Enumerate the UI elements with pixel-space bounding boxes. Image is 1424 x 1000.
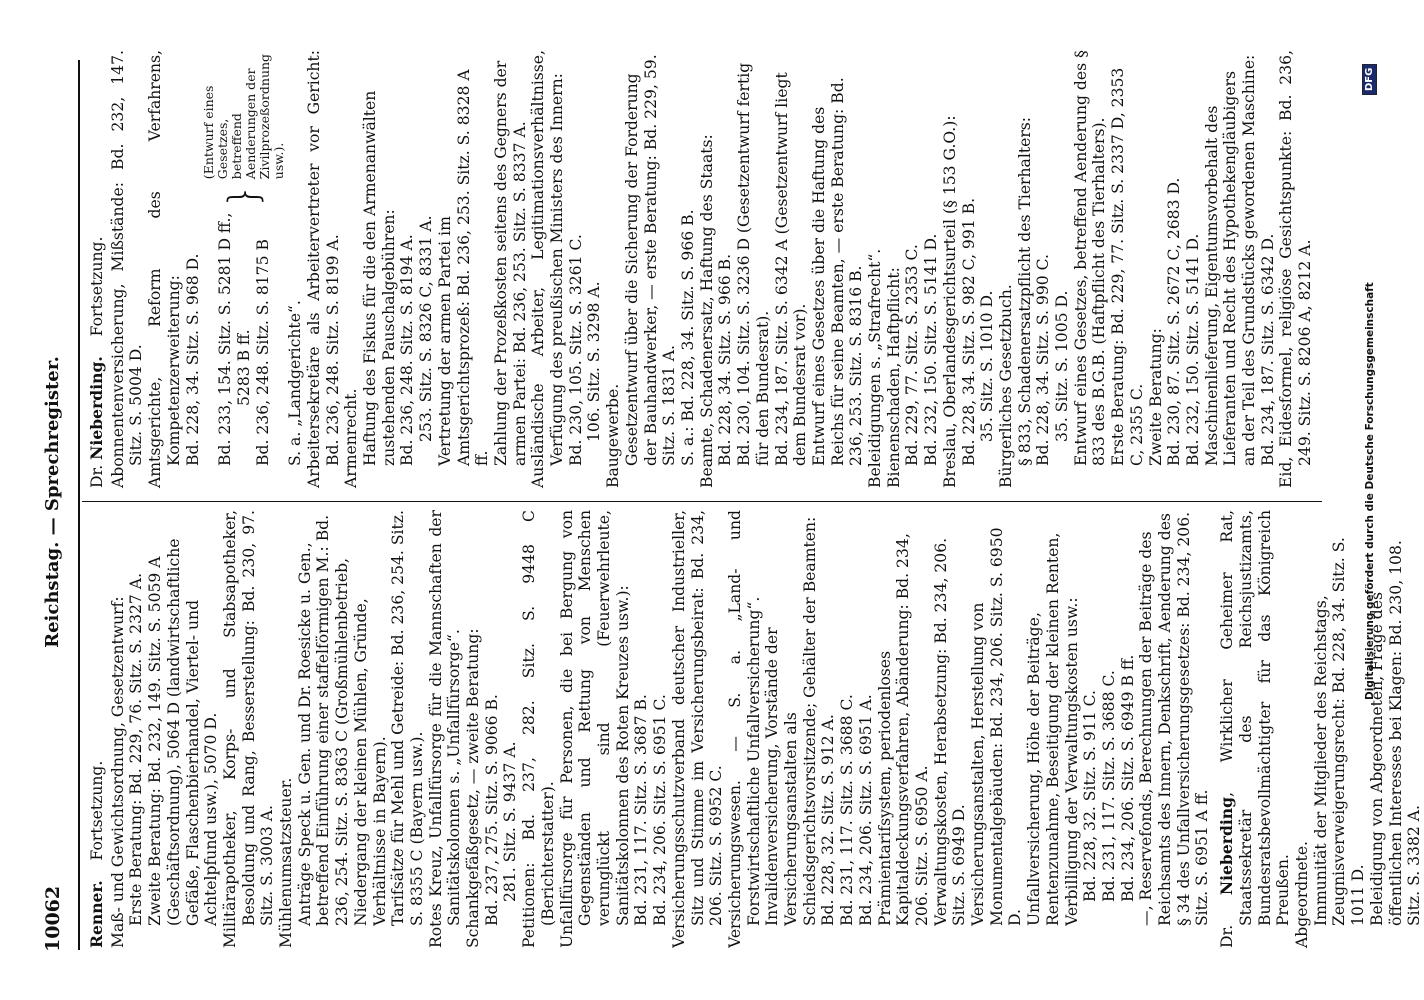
index-subentry: Bd. 230, 87. Sitz. S. 2672 C, 2683 D. xyxy=(1165,177,1184,466)
column-divider xyxy=(82,501,1322,502)
header-rule xyxy=(78,60,80,950)
index-entry: Versicherungsschutzverband deutscher Industrieller, Sitz und Stimme im Versicherungsbeirat: Bd. 234, 206. Sitz. S. 6952 C. xyxy=(669,510,726,948)
page-title: Reichstag. — Sprechregister. xyxy=(42,356,63,648)
brace-glyph: } xyxy=(221,183,268,209)
index-subentry: Bd. 228, 32. Sitz. S. 911 C. xyxy=(1081,690,1100,902)
index-entry: Unfallfürsorge für Personen, die bei Bergung von Gegenständen und Rettung von Menschen verunglückt sind (Feuerwehrleute, Sanitätskolonnen des Roten Kreuzes usw.): xyxy=(557,510,632,948)
right-column xyxy=(88,50,1315,488)
credit-text-rot xyxy=(1356,0,1386,1000)
continuation-label: Fortsetzung. xyxy=(88,236,106,337)
index-subentry: Invalidenversicherung, Vorstände der Versicherungsanstalten als Schiedsgerichtsvorsitzende; Gehälter der Beamten: xyxy=(763,516,819,926)
index-subentry: Beleidigung von Abgeordneten, Frage des öffentlichen Interesses bei Klagen: Bd. 230, 108. Sitz. S. 3382 A. xyxy=(1367,540,1424,926)
index-subentry: Bd. 230, 105. Sitz. S. 3261 C. xyxy=(566,234,585,466)
index-entry: Bienenschaden, Haftpflicht: xyxy=(884,267,903,488)
index-subentry: Bd. 232, 150. Sitz. S. 5141 D. xyxy=(1183,233,1202,466)
index-subentry: S. a.: Bd. 228, 34. Sitz. S. 966 B. xyxy=(678,209,697,466)
brace-group xyxy=(202,50,286,488)
index-entry: Versicherungswesen. — S. a. „Land- und Forstwirtschaftliche Unfallversicherung“. xyxy=(725,510,763,948)
index-subentry: Vertretung der armen Partei im Amtsgerichtsprozeß: Bd. 236, 253. Sitz. S. 8328 A ff. xyxy=(435,69,492,466)
index-entry: Amtsgerichte, Reform des Verfahrens, Kompetenzerweiterung: xyxy=(146,50,183,488)
index-subentry: 253. Sitz. S. 8326 C, 8331 A. xyxy=(417,215,436,442)
index-subentry: Bd. 229, 77. Sitz. S. 2353 C. xyxy=(903,244,922,466)
reference-line: Bd. 233, 154. Sitz. S. 5281 D ff., xyxy=(216,212,235,466)
index-subentry: Bd. 234, 206. Sitz. S. 6951 A. xyxy=(856,694,875,926)
index-subentry: Erste Beratung: Bd. 229, 77. Sitz. S. 2337 D, 2353 C, 2355 C. xyxy=(1109,67,1146,466)
right-entries-b xyxy=(286,50,1315,488)
index-subentry: Zweite Beratung: Bd. 232, 149. Sitz. S. 5059 A (Geschäftsordnung), 5064 D (landwirtschaftliche Gefäße, Flaschenbierhandel, Viertel- und Achtelpfund usw.), 5070 D. xyxy=(146,538,221,926)
reference-line: 5283 B ff. xyxy=(234,329,253,406)
left-column xyxy=(88,510,1424,948)
speaker-name: Nieberding xyxy=(1217,796,1237,896)
index-subentry: 281. Sitz. S. 9437 A. xyxy=(501,741,520,902)
continuation-label: Fortsetzung. xyxy=(88,760,106,861)
index-subentry: Entwurf eines Gesetzes, betreffend Aenderung des § 833 des B.G.B. (Haftpflicht des Tierhalters). xyxy=(1071,50,1109,466)
index-subentry: Zweite Beratung: xyxy=(1146,328,1165,466)
index-entry: Breslau, Oberlandesgerichtsurteil (§ 153 G.O.): xyxy=(940,115,959,488)
index-subentry: Bd. 228, 32. Sitz. S. 912 A. xyxy=(819,714,838,926)
index-subentry: Unfallversicherung, Höhe der Beiträge, Rentenzunahme, Beseitigung der kleinen Renten, Verbilligung der Verwaltungskosten usw.: xyxy=(1025,532,1081,926)
index-subentry: 106. Sitz. S. 3298 A. xyxy=(585,281,604,442)
index-subentry: Bd. 234, 206. Sitz. S. 6949 B ff. xyxy=(1118,654,1137,902)
index-subentry: Bd. 228, 34. Sitz. S. 982 C, 991 B. xyxy=(959,197,978,466)
index-subentry: Haftung des Fiskus für die den Armenanwälten zustehenden Pauschalgebühren: xyxy=(361,90,398,466)
speaker-name: Renner. xyxy=(87,880,106,948)
index-subentry: Prämientarifsystem, periodenloses Kapitaldeckungsverfahren, Abänderung: Bd. 234, 206. Sitz. S. 6950 A. xyxy=(875,533,931,926)
index-entry: Ausländische Arbeiter, Legitimationsverhältnisse, Verfügung des preußischen Ministers des Innern: xyxy=(529,50,567,488)
index-subentry: Versicherungsanstalten, Herstellung von Monumentalgebäuden: Bd. 234, 206. Sitz. S. 6950 D. xyxy=(969,527,1025,926)
index-subentry: Bd. 231, 117. Sitz. S. 3687 B. xyxy=(632,694,651,926)
index-subentry: 35. Sitz. S. 1010 D. xyxy=(978,290,997,442)
index-subentry: Bd. 228, 34. Sitz. S. 968 D. xyxy=(183,253,202,466)
index-subentry: Bd. 231, 117. Sitz. S. 3688 C. xyxy=(838,694,857,926)
index-entry: Beamte, Schadenersatz, Haftung des Staats: xyxy=(697,134,716,488)
index-entry: Mühlenumsatzsteuer. xyxy=(277,777,296,948)
digitization-credit: Digitalisierung gefördert durch die Deutsche Forschungsgemeinschaft xyxy=(1364,282,1376,700)
left-column-heading xyxy=(88,510,107,948)
index-entry: Bürgerliches Gesetzbuch. xyxy=(996,284,1015,488)
index-entry: Petitionen: Bd. 237, 282. Sitz. S. 9448 C (Berichterstatter). xyxy=(520,510,557,948)
index-entry: Arbeitersekretäre als Arbeitervertreter vor Gericht: Bd. 236, 248. Sitz. S. 8199 A. xyxy=(304,50,342,488)
credit-strip xyxy=(1350,0,1380,1000)
index-entry: Armenrecht. xyxy=(342,388,361,488)
index-subentry: Bd. 234, 187. Sitz. S. 6342 A (Gesetzentwurf liegt dem Bundesrat vor). xyxy=(772,72,810,466)
index-subentry: Gesetzentwurf über die Sicherung der Forderung der Bauhandwerker, — erste Beratung: Bd. 229, 59. Sitz. S. 1831 A. xyxy=(622,54,679,466)
index-subentry: Bd. 234, 206. Sitz. S. 6951 C. xyxy=(651,694,670,926)
index-subentry: Verwaltungskosten, Herabsetzung: Bd. 234, 206. Sitz. S. 6949 D. xyxy=(931,537,969,926)
index-subentry: Bd. 231, 117. Sitz. S. 3688 C. xyxy=(1099,670,1118,902)
index-subentry: Anträge Speck u. Gen. und Dr. Roesicke u. Gen., betreffend Einführung einer staffelförmigen M.: Bd. 236, 254. Sitz. S. 8363 C (Großmühlenbetrieb, Niedergang der kleinen Mühlen, Gründe, Verhältnisse in Bayern). xyxy=(295,514,389,926)
index-subentry: S. a. „Landgerichte“. xyxy=(286,300,305,466)
speaker-name: Nieberding. xyxy=(87,356,106,460)
page-number: 10062 xyxy=(42,885,64,952)
index-subentry: Bd. 228, 34. Sitz. S. 966 B. xyxy=(716,253,735,466)
index-entry: Eid, Eidesformel, religiöse Gesichtspunkte: Bd. 236, 249. Sitz. S. 8206 A, 8212 A. xyxy=(1277,50,1315,488)
dfg-logo: DFG xyxy=(1362,64,1377,95)
brace-note: (Entwurf eines Gesetzes, betreffend Aenderungen der Zivilprozeßordnung usw.). xyxy=(201,53,287,180)
index-entry: Rotes Kreuz, Unfallfürsorge für die Mannschaften der Sanitätskolonnen s. „Unfallfürsorge“. xyxy=(426,510,464,948)
index-subentry: Bd. 237, 275. Sitz. S. 9066 B. xyxy=(482,694,501,926)
index-subentry: § 833, Schadenersatzpflicht des Tierhalters: xyxy=(1015,116,1034,466)
index-subentry: Bd. 228, 34. Sitz. S. 990 C. xyxy=(1034,254,1053,466)
index-subentry: —, Reservefonds, Berechnungen der Beiträge des Reichsamts des Innern, Denkschrift, Aenderung des § 34 des Unfallversicherungsgesetzes: Bd. 234, 206. Sitz. S. 6951 A ff. xyxy=(1137,511,1212,926)
index-subentry: Zahlung der Prozeßkosten seitens des Gegners der armen Partei: Bd. 236, 253. Sitz. S. 8337 A. xyxy=(491,60,529,466)
index-subentry: Erste Beratung: Bd. 229, 76. Sitz. S. 2327 A. xyxy=(127,572,146,926)
right-column-heading: Dr. Nieberding. Fortsetzung. xyxy=(87,236,106,488)
index-entry: Militärapotheker, Korps- und Stabsapotheker, Besoldung und Rang, Besserstellung: Bd. 230, 97. Sitz. S. 3003 A. xyxy=(220,510,277,948)
index-entry: Maß- und Gewichtsordnung, Gesetzentwurf: xyxy=(108,596,127,948)
index-subentry: Maschinenlieferung, Eigentumsvorbehalt des Lieferanten und Recht des Hypothekengläubigers an der Teil des Grundstücks gewordenen Maschine: Bd. 234, 187. Sitz. S. 6342 D. xyxy=(1202,54,1277,466)
page-header xyxy=(42,52,72,952)
index-entry: Baugewerbe. xyxy=(604,383,623,488)
left-entries xyxy=(109,510,1212,948)
speaker-entry: Dr. Nieberding, Wirklicher Geheimer Rat, Staatssekretär des Reichsjustizamts, Bundesratsbevollmächtigter für das Königreich Preußen. xyxy=(1217,510,1293,948)
index-subentry: Bd. 230, 104. Sitz. S. 3236 D (Gesetzentwurf fertig für den Bundesrat). xyxy=(735,62,772,466)
index-subentry: Bd. 232, 150. Sitz. S. 5141 D. xyxy=(922,233,941,466)
right-entries-a xyxy=(109,50,203,488)
brace-references xyxy=(216,213,272,466)
index-subentry: Immunität der Mitglieder des Reichstags, Zeugnisverweigerungsrecht: Bd. 228, 34. Sitz. S. 1011 D. xyxy=(1311,537,1368,926)
reference-line: Bd. 236, 248. Sitz. S. 8175 B xyxy=(253,239,272,466)
index-entry: Abonnentenversicherung, Mißstände: Bd. 232, 147. Sitz. S. 5004 D. xyxy=(108,50,146,488)
index-subentry: Bd. 236, 248. Sitz. S. 8194 A. xyxy=(398,234,417,466)
index-subentry: Entwurf eines Gesetzes über die Haftung des Reichs für seine Beamten, — erste Beratung: Bd. 236, 253. Sitz. S. 8316 B. xyxy=(809,77,866,466)
index-entry: Beleidigungen s. „Strafrecht“. xyxy=(866,248,885,488)
index-subentry: 35. Sitz. S. 1005 D. xyxy=(1053,290,1072,442)
index-entry: Abgeordnete. xyxy=(1293,840,1311,948)
index-entry: Schankgefäßgesetz, — zweite Beratung: xyxy=(464,628,483,948)
index-subentry: Tarifsätze für Mehl und Getreide: Bd. 236, 254. Sitz. S. 8355 C (Bayern usw.). xyxy=(389,510,426,926)
